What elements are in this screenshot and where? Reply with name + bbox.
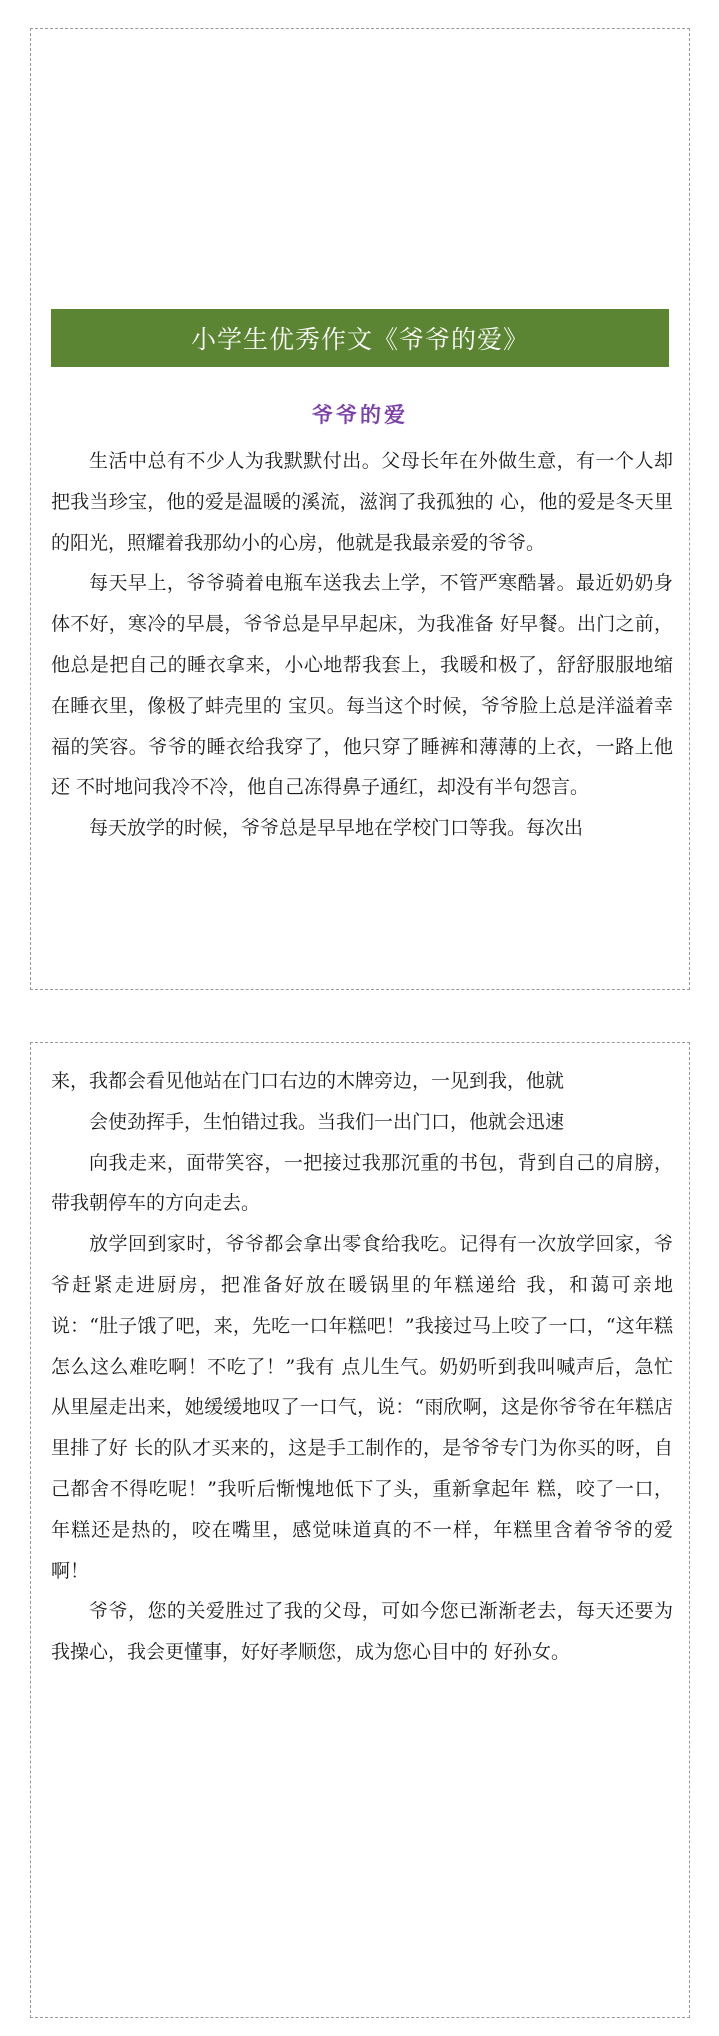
article-title-bar <box>51 309 669 367</box>
paragraph: 生活中总有不少人为我默默付出。父母长年在外做生意，有一个人却把我当珍宝，他的爱是温暖的溪流，滋润了我孤独的 心，他的爱是冬天里的阳光，照耀着我那幼小的心房，他就是我最亲爱的爷爷。 <box>51 450 673 554</box>
article-title: 小学生优秀作文《爷爷的爱》 <box>190 325 529 354</box>
paragraph: 爷爷，您的关爱胜过了我的父母，可如今您已渐渐老去，每天还要为我操心，我会更懂事，好好孝顺您，成为您心目中的 好孙女。 <box>51 1600 673 1664</box>
article-subtitle: 爷爷的爱 <box>312 403 408 427</box>
paragraph: 每天放学的时候，爷爷总是早早地在学校门口等我。每次出 <box>89 817 584 840</box>
article-body-part-1 <box>51 441 673 849</box>
paragraph-continued: 来，我都会看见他站在门口右边的木牌旁边，一见到我，他就 <box>51 1070 565 1092</box>
paragraph: 放学回到家时，爷爷都会拿出零食给我吃。记得有一次放学回家，爷爷赶紧走进厨房，把准备好放在暖锅里的年糕递给 我，和蔼可亲地说：“肚子饿了吧，来，先吃一口年糕吧！”我接过马上咬了一口，“这年糕怎么这么难吃啊！不吃了！”我有 点儿生气。奶奶听到我叫喊声后，急忙从里屋走出来，她缓缓地叹了一口气，说：“雨欣啊，这是你爷爷在年糕店里排了好 长的队才买来的，这是手工制作的，是爷爷专门为你买的呀，自己都舍不得吃呢！”我听后惭愧地低下了头，重新拿起年 糕，咬了一口，年糕还是热的，咬在嘴里，感觉味道真的不一样，年糕里含着爷爷的爱啊！ <box>51 1233 673 1582</box>
paragraph-continued: 会使劲挥手，生怕错过我。当我们一出门口，他就会迅速 <box>89 1110 565 1133</box>
paragraph: 每天早上，爷爷骑着电瓶车送我去上学，不管严寒酷暑。最近奶奶身体不好，寒冷的早晨，爷爷总是早早起床，为我准备 好早餐。出门之前，他总是把自己的睡衣拿来，小心地帮我套上，我暖和极了，舒舒服服地缩在睡衣里，像极了蚌壳里的 宝贝。每当这个时候，爷爷脸上总是洋溢着幸福的笑容。爷爷的睡衣给我穿了，他只穿了睡裤和薄薄的上衣，一路上他还 不时地问我冷不冷，他自己冻得鼻子通红，却没有半句怨言。 <box>51 572 673 799</box>
paragraph-continued: 向我走来，面带笑容，一把接过我那沉重的书包，背到自己的肩膀，带我朝停车的方向走去。 <box>51 1151 673 1215</box>
page-1 <box>30 28 690 990</box>
article-body-part-2 <box>51 1061 673 1673</box>
page-2 <box>30 1042 690 2018</box>
